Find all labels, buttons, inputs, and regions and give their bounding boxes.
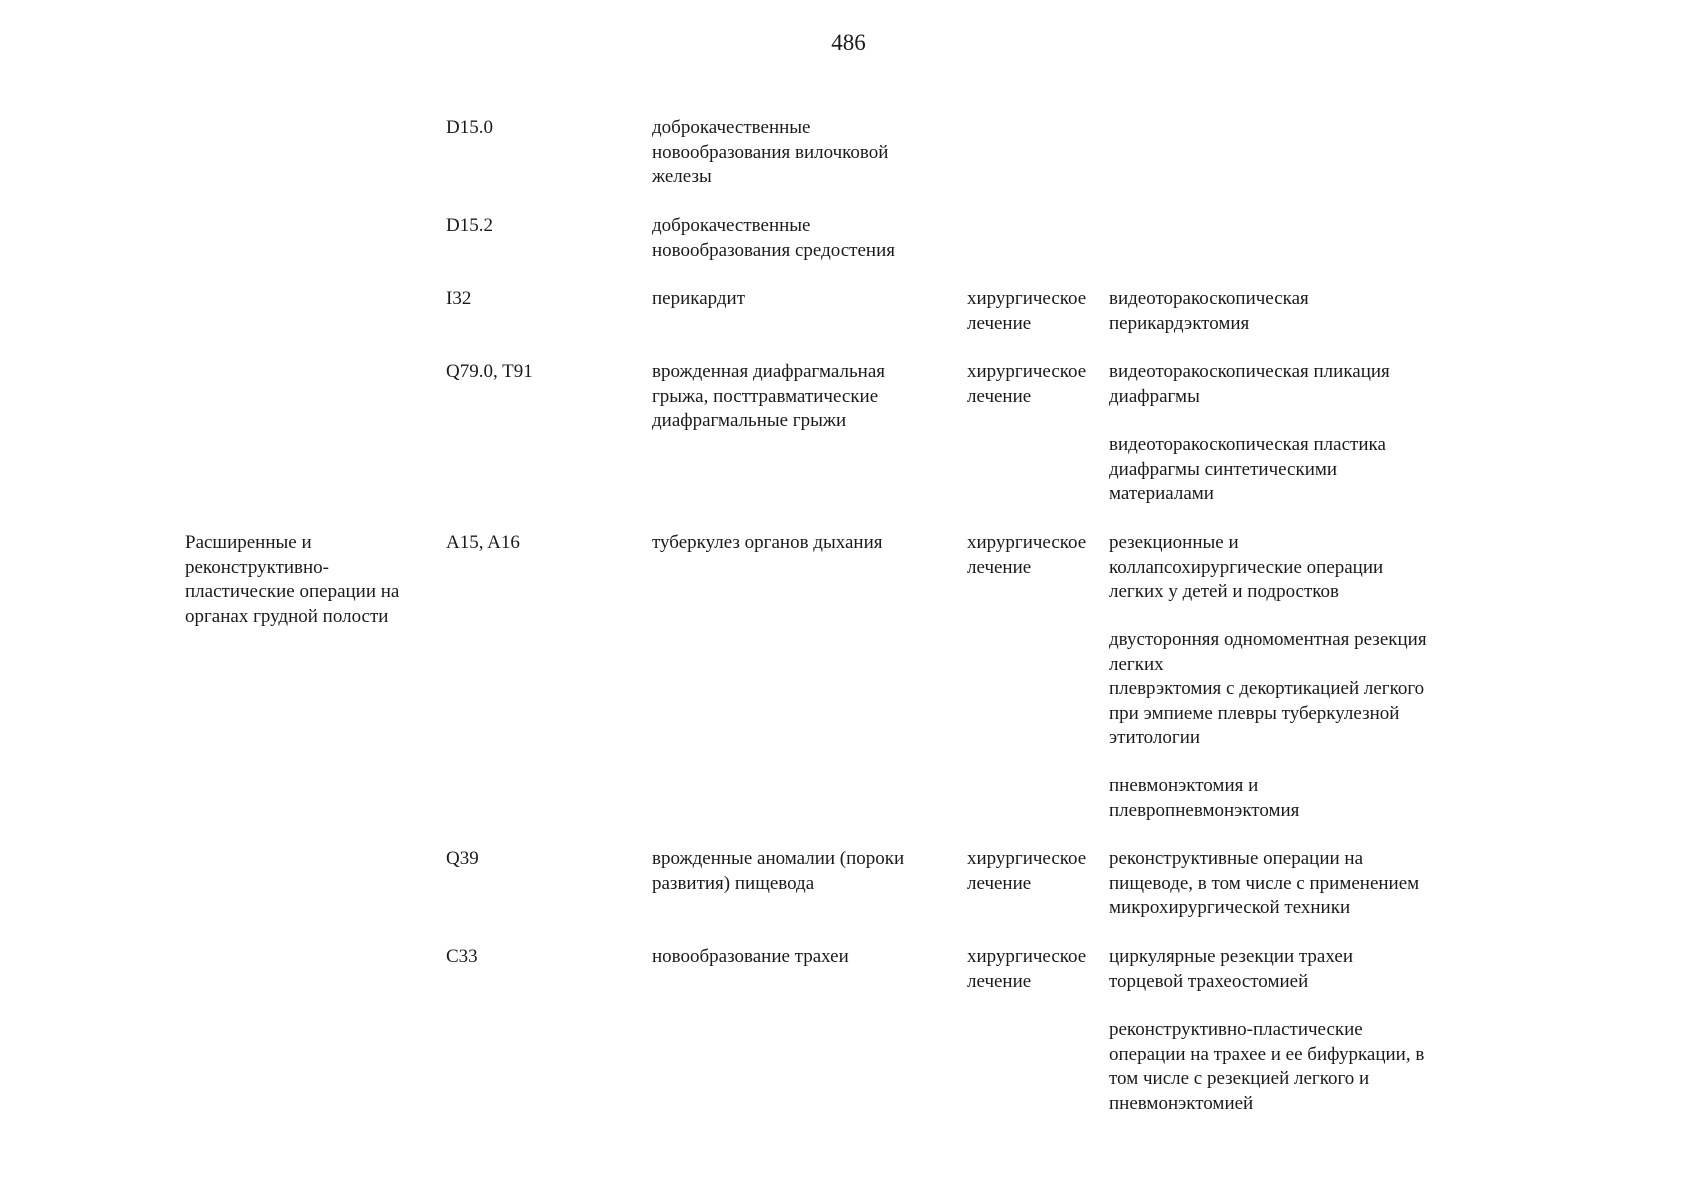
code-c33: C33 (446, 946, 478, 967)
method-line: видеоторакоскопическая пликация (1109, 361, 1390, 382)
method-line: диафрагмы (1109, 385, 1200, 407)
diagnosis-line: новообразования средостения (652, 239, 895, 261)
method-line: реконструктивно-пластические (1109, 1019, 1363, 1040)
diagnosis-line: туберкулез органов дыхания (652, 532, 883, 553)
code-q79-t91: Q79.0, T91 (446, 361, 533, 382)
treatment-line: хирургическое (967, 946, 1087, 967)
method-line: пневмонэктомией (1109, 1092, 1254, 1114)
method-line: двусторонняя одномоментная резекция (1109, 629, 1427, 650)
treatment-line: хирургическое (967, 532, 1087, 553)
treatment-line: лечение (967, 385, 1032, 407)
method-line: коллапсохирургические операции (1109, 556, 1384, 578)
diagnosis-line: новообразования вилочковой (652, 141, 889, 163)
method-line: перикардэктомия (1109, 312, 1250, 334)
treatment-q39 (967, 847, 1107, 896)
code-d15-2: D15.2 (446, 215, 493, 236)
method-line: материалами (1109, 483, 1214, 504)
method-line: микрохирургической техники (1109, 897, 1351, 918)
method-q39-1 (1109, 847, 1469, 921)
code-i32: I32 (446, 288, 472, 309)
code-q39: Q39 (446, 848, 479, 869)
diagnosis-line: новообразование трахеи (652, 946, 849, 967)
treatment-line: лечение (967, 970, 1032, 992)
method-line: пневмонэктомия и (1109, 775, 1259, 796)
method-a15-a16-1 (1109, 531, 1469, 605)
group-title-line: пластические операции на (185, 581, 400, 602)
code-d15-0: D15.0 (446, 117, 493, 138)
treatment-i32 (967, 287, 1107, 336)
diagnosis-q39 (652, 847, 952, 896)
method-a15-a16-2 (1109, 628, 1469, 751)
diagnosis-line: доброкачественные (652, 215, 811, 236)
method-line: пищеводе, в том числе с применением (1109, 872, 1420, 894)
method-i32-1 (1109, 287, 1469, 336)
method-c33-1 (1109, 945, 1469, 994)
diagnosis-a15-a16 (652, 531, 952, 556)
method-line: при эмпиеме плевры туберкулезной (1109, 702, 1400, 724)
diagnosis-line: развития) пищевода (652, 872, 815, 894)
method-line: том числе с резекцией легкого и (1109, 1068, 1370, 1089)
group-title (185, 531, 425, 629)
method-line: операции на трахее и ее бифуркации, в (1109, 1043, 1425, 1065)
method-line: резекционные и (1109, 532, 1239, 553)
method-line: легких (1109, 653, 1164, 675)
treatment-c33 (967, 945, 1107, 994)
treatment-line: хирургическое (967, 288, 1087, 309)
method-line: циркулярные резекции трахеи (1109, 946, 1353, 967)
diagnosis-line: врожденная диафрагмальная (652, 361, 886, 382)
treatment-line: лечение (967, 556, 1032, 578)
treatment-line: хирургическое (967, 848, 1087, 869)
method-a15-a16-3 (1109, 774, 1469, 823)
diagnosis-d15-2 (652, 214, 952, 263)
diagnosis-line: грыжа, посттравматические (652, 385, 879, 407)
diagnosis-line: перикардит (652, 288, 746, 309)
treatment-line: хирургическое (967, 361, 1087, 382)
diagnosis-line: доброкачественные (652, 117, 811, 138)
group-title-line: Расширенные и (185, 532, 312, 553)
treatment-line: лечение (967, 872, 1032, 894)
diagnosis-i32 (652, 287, 952, 312)
page-number: 486 (831, 30, 866, 55)
code-a15-a16: A15, A16 (446, 532, 520, 553)
method-line: диафрагмы синтетическими (1109, 458, 1338, 480)
method-q79-t91-2 (1109, 433, 1469, 507)
treatment-line: лечение (967, 312, 1032, 334)
treatment-a15-a16 (967, 531, 1107, 580)
group-title-line: реконструктивно- (185, 556, 330, 578)
method-line: легких у детей и подростков (1109, 581, 1340, 602)
method-c33-2 (1109, 1018, 1469, 1116)
diagnosis-c33 (652, 945, 952, 970)
diagnosis-line: диафрагмальные грыжи (652, 410, 847, 431)
diagnosis-d15-0 (652, 116, 952, 190)
diagnosis-line: железы (652, 166, 712, 187)
method-line: этитологии (1109, 727, 1201, 748)
method-line: торцевой трахеостомией (1109, 970, 1309, 992)
diagnosis-q79-t91 (652, 360, 952, 434)
method-line: видеоторакоскопическая (1109, 288, 1309, 309)
group-title-line: органах грудной полости (185, 605, 389, 627)
method-line: видеоторакоскопическая пластика (1109, 434, 1386, 455)
treatment-q79-t91 (967, 360, 1107, 409)
method-line: реконструктивные операции на (1109, 848, 1364, 869)
method-line: плевропневмонэктомия (1109, 799, 1300, 821)
method-line: плеврэктомия с декортикацией легкого (1109, 678, 1425, 699)
diagnosis-line: врожденные аномалии (пороки (652, 848, 905, 869)
method-q79-t91-1 (1109, 360, 1469, 409)
